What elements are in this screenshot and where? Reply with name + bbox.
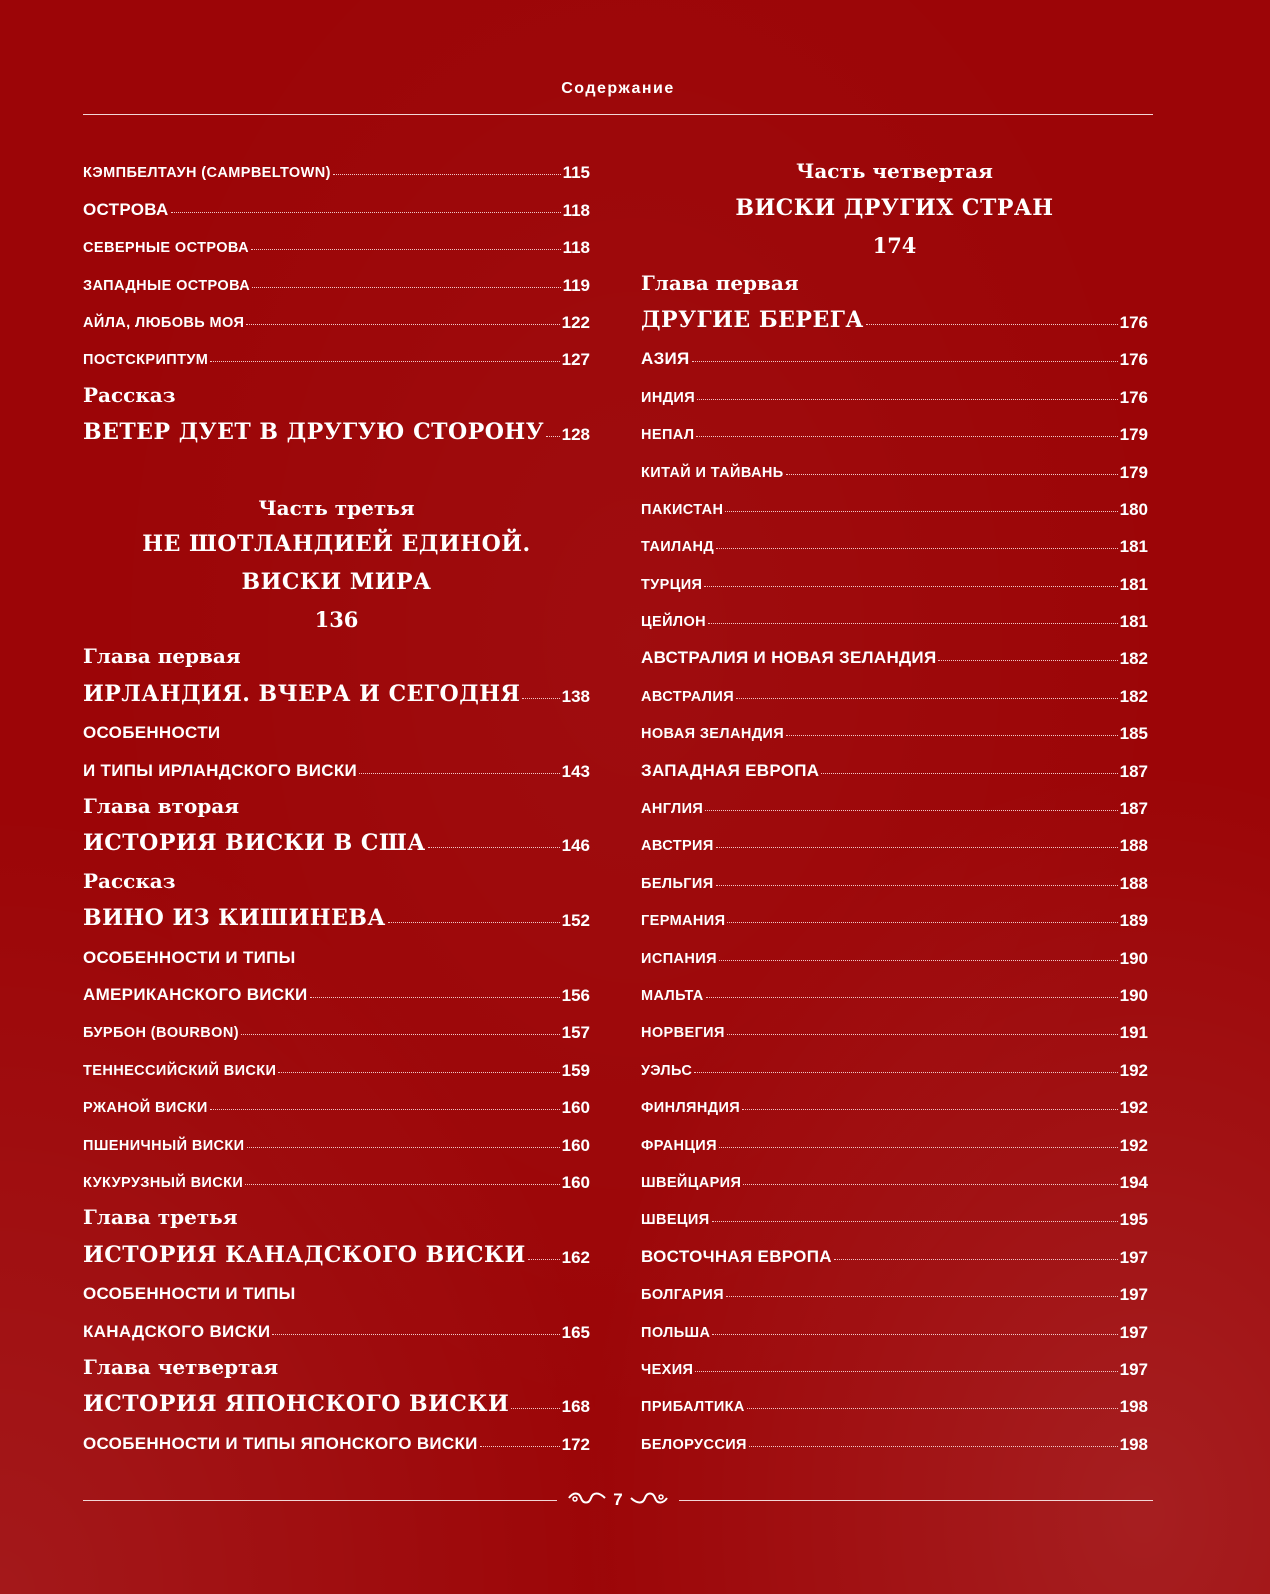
toc-entry: [83, 707, 590, 744]
toc-entry[interactable]: [83, 969, 590, 1006]
toc-entry-page: 179: [1119, 425, 1148, 445]
toc-entry[interactable]: [83, 669, 590, 706]
toc-entry-page: 181: [1119, 537, 1148, 557]
toc-entry[interactable]: [641, 707, 1148, 744]
dot-leader: [528, 1259, 560, 1260]
toc-entry[interactable]: [83, 894, 590, 931]
toc-entry-label: БЕЛОРУССИЯ: [641, 1436, 747, 1453]
toc-entry-page: 159: [561, 1060, 590, 1080]
dot-leader: [546, 436, 560, 437]
spacer: [83, 445, 590, 482]
dot-leader: [251, 249, 561, 250]
toc-entry[interactable]: [641, 1193, 1148, 1230]
toc-entry-page: 156: [561, 985, 590, 1005]
toc-entry[interactable]: [641, 1343, 1148, 1380]
toc-entry[interactable]: [641, 931, 1148, 968]
toc-entry-page: 191: [1119, 1023, 1148, 1043]
dot-leader: [716, 847, 1118, 848]
toc-entry[interactable]: [641, 1268, 1148, 1305]
toc-entry-label: МАЛЬТА: [641, 987, 704, 1004]
toc-entry-label: АНГЛИЯ: [641, 801, 704, 818]
toc-entry-label: ИРЛАНДИЯ. ВЧЕРА И СЕГОДНЯ: [83, 680, 521, 707]
toc-entry-page: 176: [1119, 350, 1148, 370]
chapter-heading: [83, 1193, 590, 1230]
toc-entry-label: БОЛГАРИЯ: [641, 1287, 725, 1304]
chapter-heading: [83, 1343, 590, 1380]
dot-leader: [246, 324, 559, 325]
toc-entry-label: СЕВЕРНЫЕ ОСТРОВА: [83, 240, 249, 257]
toc-entry-page: 146: [561, 836, 590, 856]
toc-entry-page: 198: [1119, 1397, 1148, 1417]
toc-entry[interactable]: [641, 1230, 1148, 1267]
toc-entry[interactable]: [641, 333, 1148, 370]
toc-entry-page: 194: [1119, 1172, 1148, 1192]
toc-entry-label: УЭЛЬС: [641, 1062, 693, 1079]
toc-entry-label: ТЕННЕССИЙСКИЙ ВИСКИ: [83, 1062, 277, 1079]
toc-entry[interactable]: [641, 595, 1148, 632]
toc-entry[interactable]: [641, 1006, 1148, 1043]
toc-entry[interactable]: [641, 632, 1148, 669]
toc-entry[interactable]: [641, 744, 1148, 781]
toc-entry-label: ИНДИЯ: [641, 389, 696, 406]
footer-rule-left: [83, 1500, 557, 1501]
toc-entry[interactable]: [83, 819, 590, 856]
toc-entry[interactable]: [83, 1230, 590, 1267]
flourish-icon: [629, 1491, 669, 1510]
dot-leader: [712, 1334, 1117, 1335]
toc-entry-label: ИСТОРИЯ ВИСКИ В США: [83, 830, 426, 857]
toc-entry-label: ЗАПАДНЫЕ ОСТРОВА: [83, 277, 251, 294]
toc-entry-label: ОСОБЕННОСТИ И ТИПЫ: [83, 947, 296, 967]
part-title: НЕ ШОТЛАНДИЕЙ ЕДИНОЙ.: [142, 531, 531, 558]
toc-entry[interactable]: [83, 296, 590, 333]
toc-entry-label: АВСТРИЯ: [641, 838, 714, 855]
toc-entry-page: 128: [561, 425, 590, 445]
toc-entry[interactable]: [641, 483, 1148, 520]
toc-entry-label: ФИНЛЯНДИЯ: [641, 1100, 741, 1117]
dot-leader: [210, 1109, 560, 1110]
toc-entry[interactable]: [641, 520, 1148, 557]
dot-leader: [697, 399, 1118, 400]
toc-entry-label: ИСТОРИЯ КАНАДСКОГО ВИСКИ: [83, 1241, 526, 1268]
dot-leader: [210, 361, 559, 362]
dot-leader: [241, 1034, 560, 1035]
toc-entry-page: 162: [561, 1247, 590, 1267]
toc-entry-page: 182: [1119, 686, 1148, 706]
toc-entry-page: 187: [1119, 761, 1148, 781]
toc-entry-page: 197: [1119, 1359, 1148, 1379]
part-heading: Часть четвертая: [796, 159, 993, 184]
dot-leader: [725, 511, 1117, 512]
toc-entry-page: 181: [1119, 612, 1148, 632]
chapter-heading: [83, 632, 590, 669]
toc-entry-label: ОСОБЕННОСТИ И ТИПЫ ЯПОНСКОГО ВИСКИ: [83, 1433, 478, 1453]
dot-leader: [245, 1184, 559, 1185]
page-footer: [83, 1485, 1153, 1515]
toc-entry[interactable]: [83, 1081, 590, 1118]
toc-entry-label: КАНАДСКОГО ВИСКИ: [83, 1321, 271, 1341]
dot-leader: [712, 1221, 1118, 1222]
toc-entry[interactable]: [641, 445, 1148, 482]
dot-leader: [511, 1408, 559, 1409]
toc-entry-label: Глава четвертая: [83, 1354, 279, 1379]
toc-entry-label: ПРИБАЛТИКА: [641, 1399, 745, 1416]
toc-entry-label: ВОСТОЧНАЯ ЕВРОПА: [641, 1246, 832, 1266]
dot-leader: [726, 1296, 1118, 1297]
toc-entry-page: 189: [1119, 911, 1148, 931]
toc-entry-label: Глава первая: [641, 270, 799, 295]
toc-entry[interactable]: [641, 782, 1148, 819]
toc-entry[interactable]: [83, 1305, 590, 1342]
toc-entry-page: 197: [1119, 1322, 1148, 1342]
dot-leader: [696, 436, 1117, 437]
toc-entry-label: ЗАПАДНАЯ ЕВРОПА: [641, 760, 820, 780]
toc-entry[interactable]: [641, 1156, 1148, 1193]
toc-entry-label: ПОСТСКРИПТУМ: [83, 352, 209, 369]
toc-entry-page: 197: [1119, 1247, 1148, 1267]
toc-entry[interactable]: [641, 819, 1148, 856]
toc-entry-page: 172: [561, 1434, 590, 1454]
toc-entry-page: 188: [1119, 873, 1148, 893]
part-page-number: 136: [314, 607, 359, 633]
toc-entry-page: 152: [561, 911, 590, 931]
part-title: ВИСКИ МИРА: [241, 568, 432, 595]
toc-entry[interactable]: [641, 370, 1148, 407]
toc-entry-page: 192: [1119, 1060, 1148, 1080]
toc-entry-label: ШВЕЦИЯ: [641, 1212, 710, 1229]
toc-entry-page: 190: [1119, 948, 1148, 968]
dot-leader: [821, 773, 1117, 774]
toc-entry-page: 181: [1119, 574, 1148, 594]
toc-entry[interactable]: [83, 408, 590, 445]
toc-entry-label: НЕПАЛ: [641, 427, 695, 444]
toc-entry-label: НОРВЕГИЯ: [641, 1025, 725, 1042]
toc-entry[interactable]: [641, 1417, 1148, 1454]
toc-entry[interactable]: [641, 1081, 1148, 1118]
dot-leader: [695, 1371, 1117, 1372]
footer-ornament: [567, 1490, 668, 1510]
toc-entry-label: АЙЛА, ЛЮБОВЬ МОЯ: [83, 314, 245, 331]
toc-entry[interactable]: [641, 669, 1148, 706]
toc-entry-label: Глава вторая: [83, 794, 240, 819]
dot-leader: [834, 1259, 1118, 1260]
toc-entry[interactable]: [83, 258, 590, 295]
dot-leader: [786, 735, 1118, 736]
toc-entry-label: КЭМПБЕЛТАУН (CAMPBELTOWN): [83, 165, 331, 182]
toc-entry[interactable]: [641, 856, 1148, 893]
toc-entry-page: 192: [1119, 1135, 1148, 1155]
toc-entry-page: 190: [1119, 985, 1148, 1005]
toc-entry-label: ВЕТЕР ДУЕТ В ДРУГУЮ СТОРОНУ: [83, 419, 545, 446]
toc-entry-label: АМЕРИКАНСКОГО ВИСКИ: [83, 984, 308, 1004]
dot-leader: [333, 174, 561, 175]
toc-entry-label: АВСТРАЛИЯ И НОВАЯ ЗЕЛАНДИЯ: [641, 648, 937, 668]
toc-entry-label: КУКУРУЗНЫЙ ВИСКИ: [83, 1174, 244, 1191]
dot-leader: [786, 474, 1118, 475]
toc-entry-label: ОСТРОВА: [83, 199, 169, 219]
toc-entry[interactable]: [83, 744, 590, 781]
footer-rule-right: [679, 1500, 1153, 1501]
toc-entry[interactable]: [83, 1156, 590, 1193]
dot-leader: [692, 361, 1118, 362]
toc-entry[interactable]: [641, 1118, 1148, 1155]
toc-entry-page: 138: [561, 686, 590, 706]
toc-entry[interactable]: [641, 408, 1148, 445]
toc-entry-label: ФРАНЦИЯ: [641, 1137, 717, 1154]
toc-entry-page: 115: [562, 163, 590, 183]
toc-entry[interactable]: [83, 1118, 590, 1155]
page-number: 7: [613, 1490, 623, 1509]
dot-leader: [428, 847, 560, 848]
toc-entry-label: ИСТОРИЯ ЯПОНСКОГО ВИСКИ: [83, 1391, 510, 1418]
toc-entry-label: Глава первая: [83, 644, 241, 669]
toc-entry[interactable]: [83, 146, 590, 183]
toc-entry-page: 165: [561, 1322, 590, 1342]
toc-entry-page: 195: [1119, 1210, 1148, 1230]
toc-entry-label: НОВАЯ ЗЕЛАНДИЯ: [641, 726, 785, 743]
toc-entry-page: 176: [1119, 312, 1148, 332]
dot-leader: [736, 698, 1118, 699]
chapter-heading: [83, 856, 590, 893]
dot-leader: [719, 1147, 1118, 1148]
part-title: ВИСКИ ДРУГИХ СТРАН: [735, 194, 1054, 221]
toc-entry-label: Рассказ: [83, 868, 176, 893]
toc-entry-page: 179: [1119, 462, 1148, 482]
dot-leader: [704, 586, 1117, 587]
dot-leader: [272, 1334, 559, 1335]
toc-entry[interactable]: [641, 296, 1148, 333]
toc-entry-label: ИСПАНИЯ: [641, 950, 717, 967]
toc-entry-page: 122: [561, 312, 590, 332]
dot-leader: [480, 1446, 560, 1447]
toc-entry-page: 198: [1119, 1434, 1148, 1454]
toc-entry-page: 160: [561, 1098, 590, 1118]
toc-entry-page: 168: [561, 1397, 590, 1417]
dot-leader: [749, 1446, 1118, 1447]
dot-leader: [694, 1072, 1117, 1073]
toc-entry[interactable]: [83, 1380, 590, 1417]
toc-entry[interactable]: [83, 1043, 590, 1080]
dot-leader: [310, 997, 560, 998]
dot-leader: [522, 698, 559, 699]
toc-entry-label: БУРБОН (BOURBON): [83, 1025, 239, 1042]
dot-leader: [742, 1109, 1118, 1110]
toc-entry[interactable]: [83, 183, 590, 220]
dot-leader: [247, 1147, 560, 1148]
toc-column-right: [641, 146, 1148, 1455]
toc-entry-label: Глава третья: [83, 1205, 238, 1230]
toc-entry-page: 118: [562, 238, 590, 258]
toc-entry[interactable]: [641, 894, 1148, 931]
toc-entry-page: 160: [561, 1135, 590, 1155]
toc-entry-label: РЖАНОЙ ВИСКИ: [83, 1100, 208, 1117]
dot-leader: [727, 1034, 1118, 1035]
toc-entry-label: И ТИПЫ ИРЛАНДСКОГО ВИСКИ: [83, 760, 358, 780]
toc-entry-label: АВСТРАЛИЯ: [641, 688, 735, 705]
dot-leader: [743, 1184, 1117, 1185]
toc-entry-page: 187: [1119, 799, 1148, 819]
dot-leader: [359, 773, 560, 774]
dot-leader: [705, 810, 1117, 811]
toc-entry[interactable]: [641, 557, 1148, 594]
toc-entry-page: 180: [1119, 499, 1148, 519]
toc-entry[interactable]: [83, 1417, 590, 1454]
toc-entry[interactable]: [83, 333, 590, 370]
dot-leader: [252, 287, 560, 288]
toc-entry-label: Рассказ: [83, 382, 176, 407]
dot-leader: [708, 623, 1118, 624]
part-page-number: 174: [872, 233, 917, 259]
dot-leader: [719, 960, 1118, 961]
toc-entry-page: 119: [562, 275, 590, 295]
page-header-title: Содержание: [561, 80, 675, 97]
toc-entry-label: ЦЕЙЛОН: [641, 614, 707, 631]
toc-entry-label: АЗИЯ: [641, 349, 690, 369]
toc-entry-label: ПОЛЬША: [641, 1324, 711, 1341]
flourish-icon: [567, 1491, 607, 1510]
toc-entry-label: ПАКИСТАН: [641, 501, 724, 518]
dot-leader: [716, 548, 1118, 549]
toc-entry[interactable]: [83, 221, 590, 258]
toc-entry-page: 182: [1119, 649, 1148, 669]
header-divider: [83, 114, 1153, 115]
dot-leader: [388, 922, 560, 923]
toc-entry-page: 176: [1119, 387, 1148, 407]
dot-leader: [716, 885, 1118, 886]
toc-entry-page: 118: [562, 200, 590, 220]
toc-entry-label: ЧЕХИЯ: [641, 1361, 694, 1378]
toc-entry[interactable]: [641, 1380, 1148, 1417]
dot-leader: [278, 1072, 559, 1073]
toc-entry-label: ВИНО ИЗ КИШИНЕВА: [83, 905, 386, 932]
toc-entry-label: ТУРЦИЯ: [641, 576, 703, 593]
toc-entry-page: 188: [1119, 836, 1148, 856]
toc-entry-page: 160: [561, 1172, 590, 1192]
dot-leader: [866, 324, 1118, 325]
toc-entry-label: ПШЕНИЧНЫЙ ВИСКИ: [83, 1137, 245, 1154]
chapter-heading: [641, 258, 1148, 295]
toc-entry-page: 197: [1119, 1285, 1148, 1305]
toc-entry: [83, 931, 590, 968]
toc-entry-page: 192: [1119, 1098, 1148, 1118]
toc-entry-label: ШВЕЙЦАРИЯ: [641, 1174, 742, 1191]
toc-entry: [83, 1268, 590, 1305]
dot-leader: [747, 1408, 1118, 1409]
dot-leader: [727, 922, 1117, 923]
toc-column-left: [83, 146, 590, 1455]
dot-leader: [171, 212, 561, 213]
toc-entry[interactable]: [641, 1043, 1148, 1080]
dot-leader: [706, 997, 1118, 998]
chapter-heading: [83, 782, 590, 819]
toc-entry-label: ОСОБЕННОСТИ: [83, 723, 221, 743]
toc-entry-page: 185: [1119, 724, 1148, 744]
toc-entry-page: 157: [561, 1023, 590, 1043]
part-heading: Часть третья: [258, 495, 415, 520]
toc-entry-page: 143: [561, 761, 590, 781]
toc-entry[interactable]: [83, 1006, 590, 1043]
toc-entry-page: 127: [561, 350, 590, 370]
chapter-heading: [83, 370, 590, 407]
toc-entry-label: БЕЛЬГИЯ: [641, 875, 714, 892]
toc-entry[interactable]: [641, 969, 1148, 1006]
dot-leader: [938, 660, 1117, 661]
toc-entry-label: ГЕРМАНИЯ: [641, 913, 726, 930]
toc-entry-label: ТАИЛАНД: [641, 539, 715, 556]
toc-entry[interactable]: [641, 1305, 1148, 1342]
toc-entry-label: ОСОБЕННОСТИ И ТИПЫ: [83, 1284, 296, 1304]
toc-entry-label: КИТАЙ И ТАЙВАНЬ: [641, 464, 784, 481]
toc-entry-label: ДРУГИЕ БЕРЕГА: [641, 306, 864, 333]
